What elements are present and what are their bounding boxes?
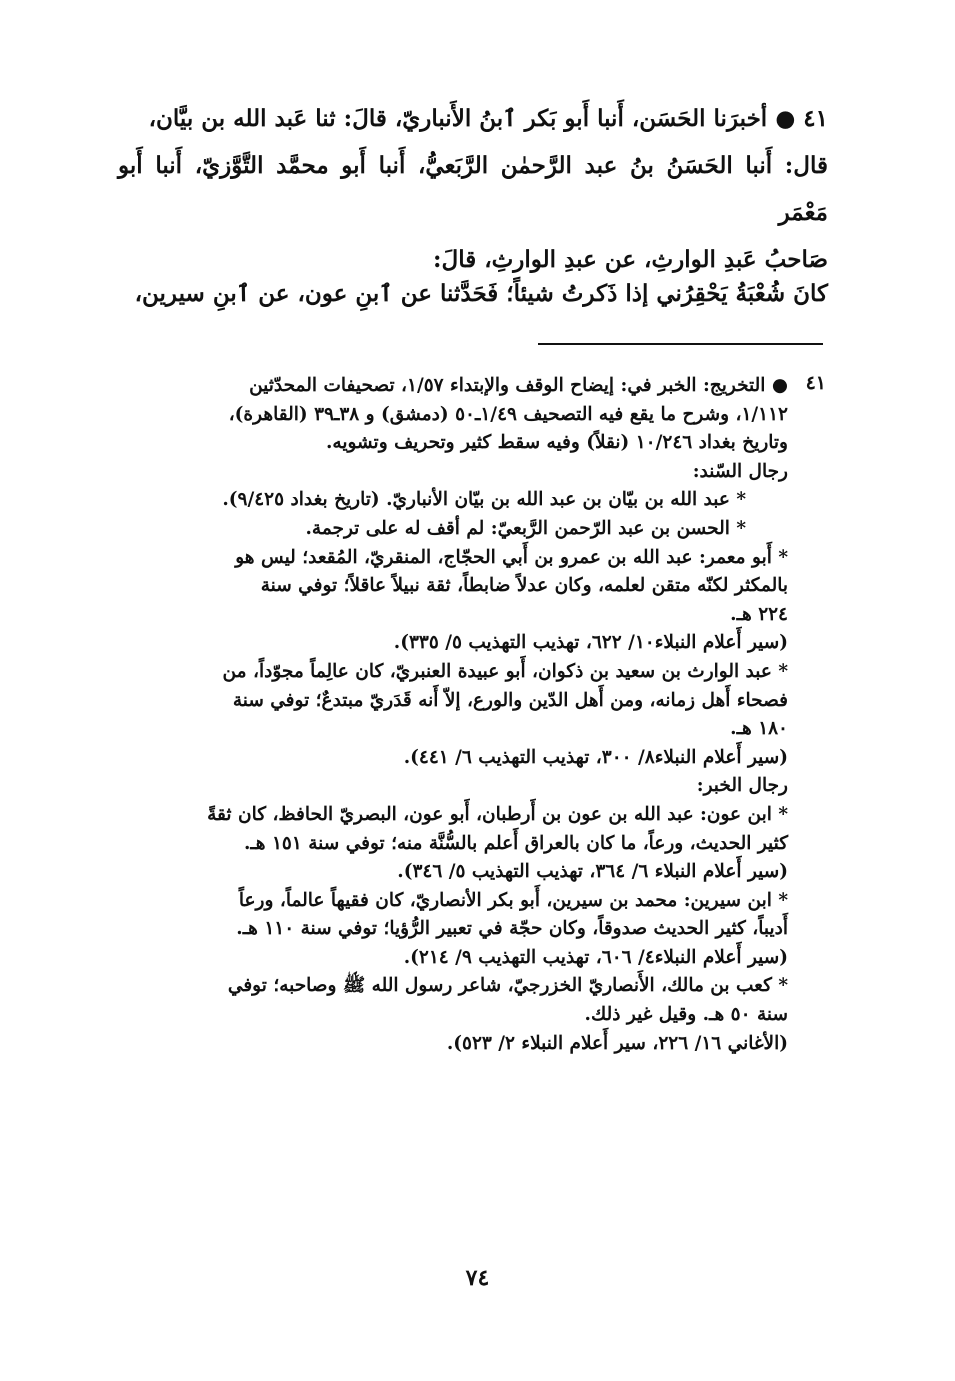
footnote-line: * ابن سيرين: محمد بن سيرين، أَبو بكر الأنصاريّ، كان فقيهاً عالماً، ورعاً	[238, 889, 788, 911]
footnote-line: * كعب بن مالك، الأَنصاريّ الخزرجيّ، شاعر رسول الله ﷺ وصاحبه؛ توفي	[227, 975, 788, 997]
footnote-number: ٤١	[805, 372, 826, 394]
footnote-line: (سير أَعلام النبلاء١٠/ ٦٢٢، تهذيب التهذيب ٥/ ٣٣٥).	[393, 632, 788, 654]
footnote-line: (سير أَعلام النبلاء٨/ ٣٠٠، تهذيب التهذيب ٦/ ٤٤١).	[403, 746, 788, 768]
main-line: قال: أَنبا الحَسَنُ بنُ عبد الرَّحمٰن الرَّبَعيُّ، أَنبا أَبو محمَّد التَّوَّزيّ، أَنبا أَبو مَعْمَر	[118, 152, 828, 226]
footnote-line: * عبد الوارث بن سعيد بن ذكوان، أَبو عبيدة العنبريّ، كان عالِماً مجوّداً، من	[222, 660, 788, 682]
footnote-line: * ابن عون: عبد الله بن عون بن أَرطبان، أَبو عون، البصريّ الحافظ، كان ثقةً	[207, 803, 788, 825]
footnote-divider	[538, 343, 823, 345]
footnote-line: * عبد الله بن بيّان بن عبد الله بن بيّان الأنباريّ. (تاريخ بغداد ٩/٤٢٥).	[222, 489, 746, 511]
footnote-line: وتاريخ بغداد ١٠/٢٤٦ (نقلاً) وفيه سقط كثير وتحريف وتشويه.	[325, 432, 788, 454]
footnote-line: ١/١١٢، وشرح ما يقع فيه التصحيف ١/٤٩ـ٥٠ (دمشق) و ٣٨ـ٣٩ (القاهرة)،	[228, 403, 788, 425]
footnote-line: * أَبو معمر: عبد الله بن عمرو بن أَبي الحجّاج، المنقريّ، المُقعد؛ ليس هو	[235, 546, 788, 568]
main-line: ٤١ ● أخبرَنا الحَسَن، أَنبا أَبو بَكر ٱبنُ الأَنباريّ، قالَ: ثنا عَبد الله بن بيَّان،	[148, 105, 828, 132]
footnote-line: ١٨٠ هـ.	[730, 718, 788, 740]
footnote-line: (سير أَعلام النبلاء ٦/ ٣٦٤، تهذيب التهذيب ٥/ ٣٤٦).	[397, 861, 788, 883]
footnotes	[118, 372, 788, 1058]
footnote-line: رجال الخبر:	[696, 775, 788, 797]
footnote-line: كثير الحديث، ورعاً، ما كان بالعراق أَعلم بالسُّنَّة منه؛ توفي سنة ١٥١ هـ.	[243, 832, 788, 854]
footnote-line: بالمكثر لكنّه متقن لعلمه، وكان عدلاً ضابطاً، ثقة نبيلاً عاقلاً؛ توفي سنة	[260, 575, 788, 597]
footnote-line: * الحسن بن عبد الرّحمن الرَّبعيّ: لم أقف له على ترجمة.	[305, 517, 746, 539]
footnote-line: ٢٢٤ هـ.	[730, 603, 788, 625]
footnote-line: ● التخريج: الخبر في: إيضاح الوقف والإبتداء ١/٥٧، تصحيفات المحدّثين	[249, 375, 788, 396]
quote-line: كانَ شُعْبَةُ يَحْقِرُني إذا ذَكرتُ شيئاً؛ فَحَدَّثنا عن ٱبنِ عون، عن ٱبنِ سيرين،	[134, 280, 828, 307]
footnote-line: فصحاء أَهل زمانه، ومن أَهل الدّين والورع، إلاّ أَنه قَدَريّ مبتدعٌ؛ توفي سنة	[232, 689, 788, 711]
main-line: صَاحبُ عَبدِ الوارثِ، عن عبدِ الوارثِ، قالَ:	[433, 246, 828, 273]
footnote-line: (سير أَعلام النبلاء٤/ ٦٠٦، تهذيب التهذيب ٩/ ٢١٤).	[403, 946, 788, 968]
footnote-line: رجال السّند:	[692, 460, 788, 482]
main-text	[118, 95, 828, 283]
footnote-line: (الأغاني ١٦/ ٢٢٦، سير أَعلام النبلاء ٢/ ٥٢٣).	[446, 1032, 788, 1054]
page-number: ٧٤	[465, 1265, 490, 1291]
footnote-line: أَديباً، كثير الحديث صدوقاً، وكان حجّة في تعبير الرُّؤيا؛ توفي سنة ١١٠ هـ.	[236, 918, 788, 940]
footnote-line: سنة ٥٠ هـ. وقيل غير ذلك.	[584, 1004, 788, 1026]
